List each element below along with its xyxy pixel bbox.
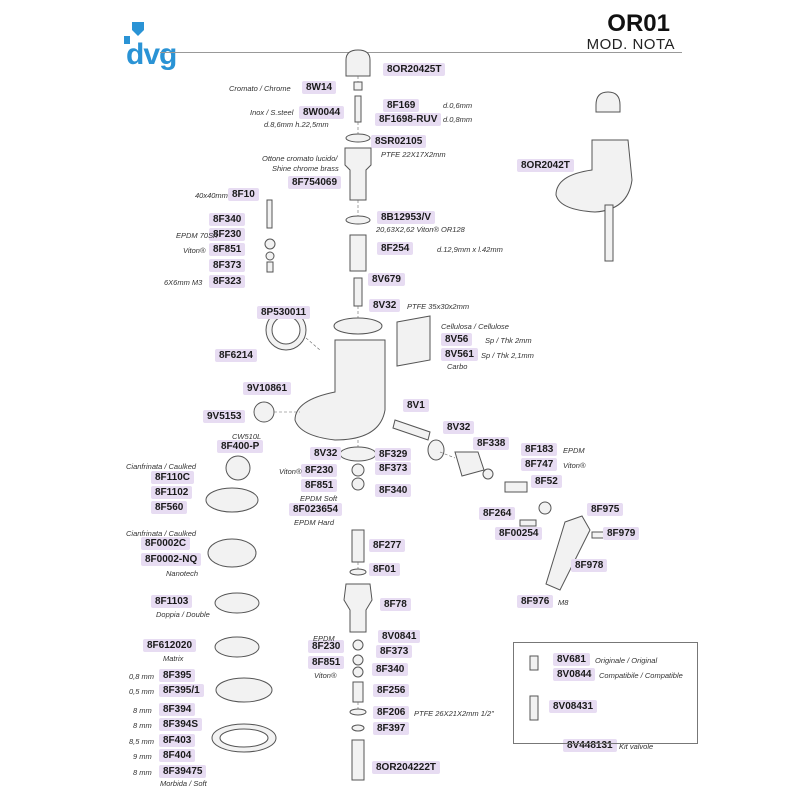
knob-part [254, 402, 274, 422]
filter-cap-part [226, 456, 250, 480]
part-label[interactable]: 8F323 [209, 275, 245, 288]
part-label[interactable]: 8F00254 [495, 527, 542, 540]
part-note: 20,63X2,62 Viton® OR128 [376, 225, 465, 234]
part-note: PTFE 22X17X2mm [381, 150, 446, 159]
part-label[interactable]: 8F329 [375, 448, 411, 461]
part-label[interactable]: 8F023654 [289, 503, 342, 516]
part-label[interactable]: 8V32 [369, 299, 400, 312]
part-label[interactable]: 8V0844 [553, 668, 595, 681]
part-note: Nanotech [166, 569, 199, 578]
part-label[interactable]: 8F230 [308, 640, 344, 653]
part-label[interactable]: 8F975 [587, 503, 623, 516]
part-note: M8 [558, 598, 569, 607]
page-title: OR01 [607, 10, 670, 37]
part-label[interactable]: 8F851 [301, 479, 337, 492]
part-label[interactable]: 8F256 [373, 684, 409, 697]
part-note: Compatibile / Compatible [599, 671, 683, 680]
part-label[interactable]: 8F400-P [217, 440, 263, 453]
spring-bottom-part [353, 682, 363, 702]
part-label[interactable]: 8F277 [369, 539, 405, 552]
part-label[interactable]: 8OR2042T [517, 159, 574, 172]
boiler-body-part [295, 340, 385, 440]
part-label[interactable]: 8F612020 [143, 639, 196, 652]
steam-body-part [344, 584, 372, 632]
top-screw-part [354, 82, 362, 90]
part-label[interactable]: 8F230 [209, 228, 245, 241]
part-label[interactable]: 8F851 [308, 656, 344, 669]
part-label[interactable]: 8F01 [369, 563, 400, 576]
double-filter-part [215, 593, 259, 613]
part-label[interactable]: 8OR204222T [372, 761, 440, 774]
part-note: Kit valvole [619, 742, 654, 751]
part-label[interactable]: 8F169 [383, 99, 419, 112]
part-note: PTFE 35x30x2mm [407, 302, 470, 311]
part-label[interactable]: 8W0044 [299, 106, 344, 119]
part-label[interactable]: 8F560 [151, 501, 187, 514]
part-label[interactable]: 8F403 [159, 734, 195, 747]
part-label[interactable]: 8F340 [209, 213, 245, 226]
part-note: Doppia / Double [156, 610, 210, 619]
part-label[interactable]: 8F976 [517, 595, 553, 608]
part-label[interactable]: 8F373 [375, 462, 411, 475]
part-label[interactable]: 8B12953/V [377, 211, 435, 224]
part-note: 8 mm [133, 768, 152, 777]
part-label[interactable]: 8SR02105 [371, 135, 426, 148]
part-label[interactable]: 8F394 [159, 703, 195, 716]
valve-kit-box [513, 642, 698, 744]
part-note: Cromato / Chrome [229, 84, 291, 93]
part-label[interactable]: 8V32 [443, 421, 474, 434]
part-note: EPDM [313, 634, 335, 643]
part-note: 0,5 mm [129, 687, 155, 696]
part-label[interactable]: 8OR20425T [383, 63, 445, 76]
part-label[interactable]: 9V5153 [203, 410, 245, 423]
part-label[interactable]: 8F395/1 [159, 684, 204, 697]
filter-disc-part [208, 539, 256, 567]
part-note: 0,8 mm [129, 672, 155, 681]
part-note: Matrix [163, 654, 184, 663]
part-note: d.12,9mm x l.42mm [437, 245, 503, 254]
part-note: Viton® [279, 467, 302, 476]
valve-body-right-part [455, 452, 484, 476]
part-note: Cianfrinata / Caulked [126, 462, 197, 471]
part-label[interactable]: 8V56 [441, 333, 472, 346]
part-note: EPDM Hard [294, 518, 335, 527]
part-label[interactable]: 8F394S [159, 718, 202, 731]
part-note: Cellulosa / Cellulose [441, 322, 509, 331]
part-note: PTFE 26X21X2mm 1/2" [414, 709, 494, 718]
part-note: Originale / Original [595, 656, 658, 665]
ptfe-washer-part [346, 134, 370, 142]
part-label[interactable]: 8F979 [603, 527, 639, 540]
page-subtitle: MOD. NOTA [586, 36, 675, 53]
part-label[interactable]: 8F52 [531, 475, 562, 488]
lever-part [546, 516, 590, 590]
part-label[interactable]: 8V448131 [563, 739, 617, 752]
part-label[interactable]: 8V679 [368, 273, 405, 286]
part-note: EPDM 70Sh [176, 231, 218, 240]
part-label[interactable]: 8V1 [403, 399, 429, 412]
part-note: Viton® [183, 246, 206, 255]
part-label[interactable]: 8V681 [553, 653, 590, 666]
part-note: 8 mm [133, 706, 152, 715]
part-label[interactable]: 8V08431 [549, 700, 597, 713]
part-label[interactable]: 8F1103 [151, 595, 192, 608]
part-note: CW510L [232, 432, 262, 441]
part-label[interactable]: 8F373 [209, 259, 245, 272]
part-note: Viton® [563, 461, 586, 470]
part-note: Cianfrinata / Caulked [126, 529, 197, 538]
part-note: Carbo [447, 362, 468, 371]
part-label[interactable]: 8F373 [376, 645, 412, 658]
part-note: Sp / Thk 2mm [485, 336, 532, 345]
part-label[interactable]: 8V0841 [378, 630, 420, 643]
part-note: EPDM [563, 446, 585, 455]
part-note: Inox / S.steel [250, 108, 294, 117]
cap-nut-part [346, 50, 370, 76]
part-label[interactable]: 8W14 [302, 81, 336, 94]
part-label[interactable]: 8F338 [473, 437, 509, 450]
part-note: d.0,8mm [443, 115, 473, 124]
steam-assembly-part [556, 140, 632, 212]
part-label[interactable]: 8F230 [301, 464, 337, 477]
matrix-filter-part [215, 637, 259, 657]
part-note: Viton® [314, 671, 337, 680]
gasket-lower-part [340, 447, 376, 461]
part-label[interactable]: 8F183 [521, 443, 557, 456]
part-label[interactable]: 8F6214 [215, 349, 257, 362]
part-label[interactable]: 8F340 [375, 484, 411, 497]
part-label[interactable]: 8F1102 [151, 486, 192, 499]
part-note: d.0,6mm [443, 101, 473, 110]
part-note: 9 mm [133, 752, 152, 761]
part-note: Sp / Thk 2,1mm [481, 351, 534, 360]
part-note: EPDM Soft [300, 494, 338, 503]
part-label[interactable]: 8F404 [159, 749, 195, 762]
part-label[interactable]: 8F1698-RUV [375, 113, 441, 126]
part-label[interactable]: 8F254 [377, 242, 413, 255]
part-label[interactable]: 8V561 [441, 348, 478, 361]
part-label[interactable]: 8F10 [228, 188, 259, 201]
part-note: 40x40mm [195, 191, 228, 200]
part-label[interactable]: 8F340 [372, 663, 408, 676]
part-label[interactable]: 8F851 [209, 243, 245, 256]
part-note: 6X6mm M3 [164, 278, 203, 287]
steam-tube-part [352, 740, 364, 780]
part-note: Morbida / Soft [160, 779, 207, 788]
spring-part [350, 235, 366, 271]
part-label[interactable]: 8F78 [380, 598, 411, 611]
part-note: Ottone cromato lucido/ [262, 154, 338, 163]
brand-logo-text: dvg [126, 38, 177, 71]
ptfe-gasket-part [334, 318, 382, 334]
spring-lower-part [352, 530, 364, 562]
part-label[interactable]: 8F0002C [141, 537, 190, 550]
part-label[interactable]: 8V32 [310, 447, 341, 460]
filter-basket-part [206, 488, 258, 512]
part-label[interactable]: 8F264 [479, 507, 515, 520]
part-label[interactable]: 8F206 [373, 706, 409, 719]
valve-pin-part [355, 96, 361, 122]
part-label[interactable]: 8F110C [151, 471, 194, 484]
part-label[interactable]: 9V10861 [243, 382, 291, 395]
part-label[interactable]: 8F39475 [159, 765, 206, 778]
brass-fitting-part [345, 148, 371, 200]
part-note: d.8,6mm h.22,5mm [264, 120, 329, 129]
oring-part [346, 216, 370, 224]
part-label[interactable]: 8F754069 [288, 176, 341, 189]
filter-plate-part [397, 316, 430, 366]
part-note: 8 mm [133, 721, 152, 730]
part-label[interactable]: 8F747 [521, 458, 557, 471]
gasket-large-part [216, 678, 272, 702]
part-label[interactable]: 8F397 [373, 722, 409, 735]
part-label[interactable]: 8F978 [571, 559, 607, 572]
part-note: 8,5 mm [129, 737, 155, 746]
part-label[interactable]: 8F0002-NQ [141, 553, 201, 566]
valve-stem-part [354, 278, 362, 306]
part-note: Shine chrome brass [272, 164, 339, 173]
valve-stem-right-part [393, 420, 430, 440]
part-label[interactable]: 8F395 [159, 669, 195, 682]
part-label[interactable]: 8P530011 [257, 306, 310, 319]
